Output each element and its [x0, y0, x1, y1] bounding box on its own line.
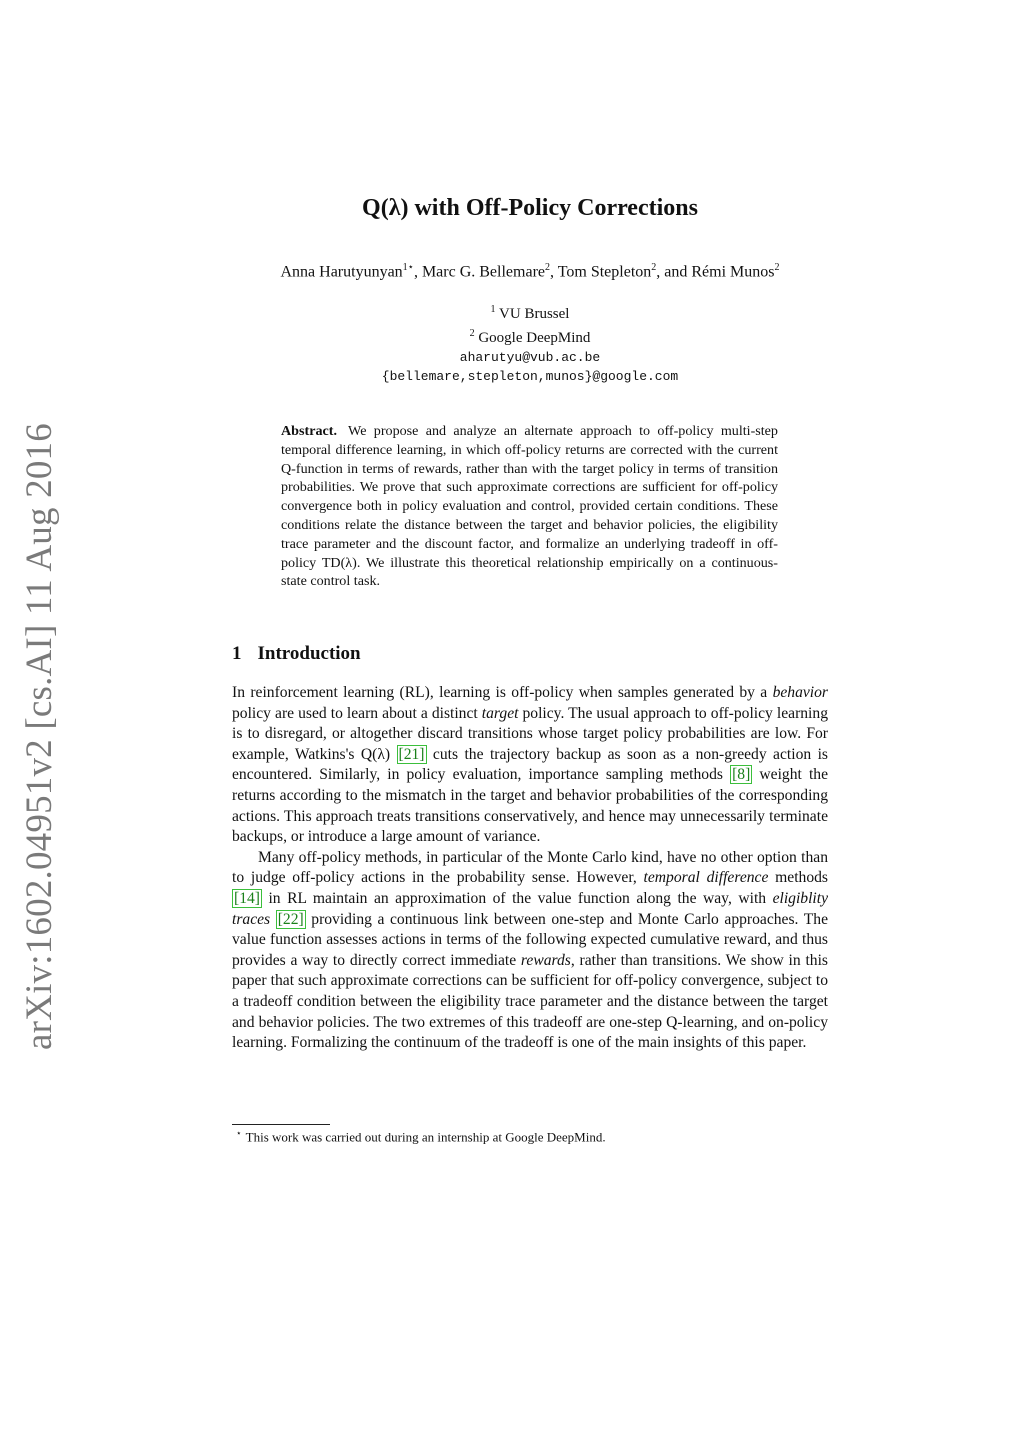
footnote-mark: ⋆ — [236, 1128, 242, 1138]
section-heading — [232, 643, 361, 665]
paper-title: Q(λ) with Off-Policy Corrections — [362, 195, 698, 221]
affiliation-line: $^2$ Google DeepMind — [469, 328, 591, 346]
citation-link[interactable]: [14] — [234, 889, 260, 907]
citation-link[interactable]: [22] — [277, 910, 304, 928]
footnote-text: This work was carried out during an internship at Google DeepMind. — [245, 1129, 606, 1145]
affiliations — [232, 300, 828, 386]
section-number: 1 — [232, 643, 242, 664]
citation-link[interactable]: [21] — [398, 745, 425, 763]
author-mark: 2 — [651, 262, 657, 273]
paragraph: Many off-policy methods, in particular of the Monte Carlo kind, have no other option than to judge off-policy actions in the probability sense. However, temporal difference methods [14] in RL maintain an approximation of the value function along the way, with eligiblity traces [22] providing a continuous link between one-step and Monte Carlo approaches. The value function assesses actions in terms of the following expected cumulative reward, and thus provides a way to directly correct immediate rewards, rather than transitions. We show in this paper that such approximate corrections can be sufficient for off-policy convergence, subject to a tradeoff condition between the eligibility trace parameter and the distance between the target and behavior policies. The two extremes of this tradeoff are one-step Q-learning, and on-policy learning. Formalizing the continuum of the tradeoff is one of the main insights of this paper. — [232, 848, 828, 1052]
author-list: Anna Harutyunyan$^{1⋆}$, Marc G. Bellemare$^2$, Tom Stepleton$^2$, and Rémi Munos$^2$ — [280, 262, 780, 281]
footnote-rule — [232, 1124, 330, 1125]
affiliation-line: $^1$ VU Brussel — [490, 304, 570, 322]
author-name: Rémi Munos — [691, 263, 775, 281]
abstract — [281, 422, 778, 591]
author-name: Marc G. Bellemare — [421, 263, 545, 281]
citation-link[interactable]: [8] — [732, 766, 751, 784]
body-text — [232, 683, 828, 1054]
abstract-text: We propose and analyze an alternate approach to off-policy multi-step temporal difference learning, in which off-policy returns are corrected with the current Q-function in terms of rewards, rather than with the target policy in terms of transition probabilities. We prove that such approximate corrections are sufficient for off-policy convergence both in policy evaluation and control, provided certain conditions. These conditions relate the distance between the target and behavior policies, the eligibility trace parameter and the discount factor, and formalize an underlying tradeoff in off-policy TD(λ). We illustrate this theoretical relationship empirically on a continuous-state control task. — [281, 423, 778, 590]
author-mark: 1⋆ — [402, 262, 414, 273]
author-mark: 2 — [774, 262, 780, 273]
footnote — [236, 1128, 606, 1145]
email-line[interactable]: {bellemare,stepleton,munos}@google.com — [381, 369, 679, 384]
section-title: Introduction — [257, 643, 361, 664]
author-name: Anna Harutyunyan — [280, 263, 403, 281]
author-name: Tom Stepleton — [557, 263, 652, 281]
author-mark: 2 — [545, 262, 550, 273]
arxiv-side-stamp: arXiv:1602.04951v2 [cs.AI] 11 Aug 2016 — [19, 423, 60, 1050]
paragraph: In reinforcement learning (RL), learning is off-policy when samples generated by a behavior policy are used to learn about a distinct target policy. The usual approach to off-policy learning is to disregard, or altogether discard transitions whose target policy probabilities are low. For example, Watkins's Q(λ) [21] cuts the trajectory backup as soon as a non-greedy action is encountered. Similarly, in policy evaluation, importance sampling methods [8] weight the returns according to the mismatch in the target and behavior probabilities of the corresponding actions. This approach treats transitions conservatively, and hence may unnecessarily terminate backups, or introduce a large amount of variance. — [232, 684, 828, 846]
email-line[interactable]: aharutyu@vub.ac.be — [459, 350, 601, 365]
abstract-label: Abstract. — [281, 423, 337, 439]
